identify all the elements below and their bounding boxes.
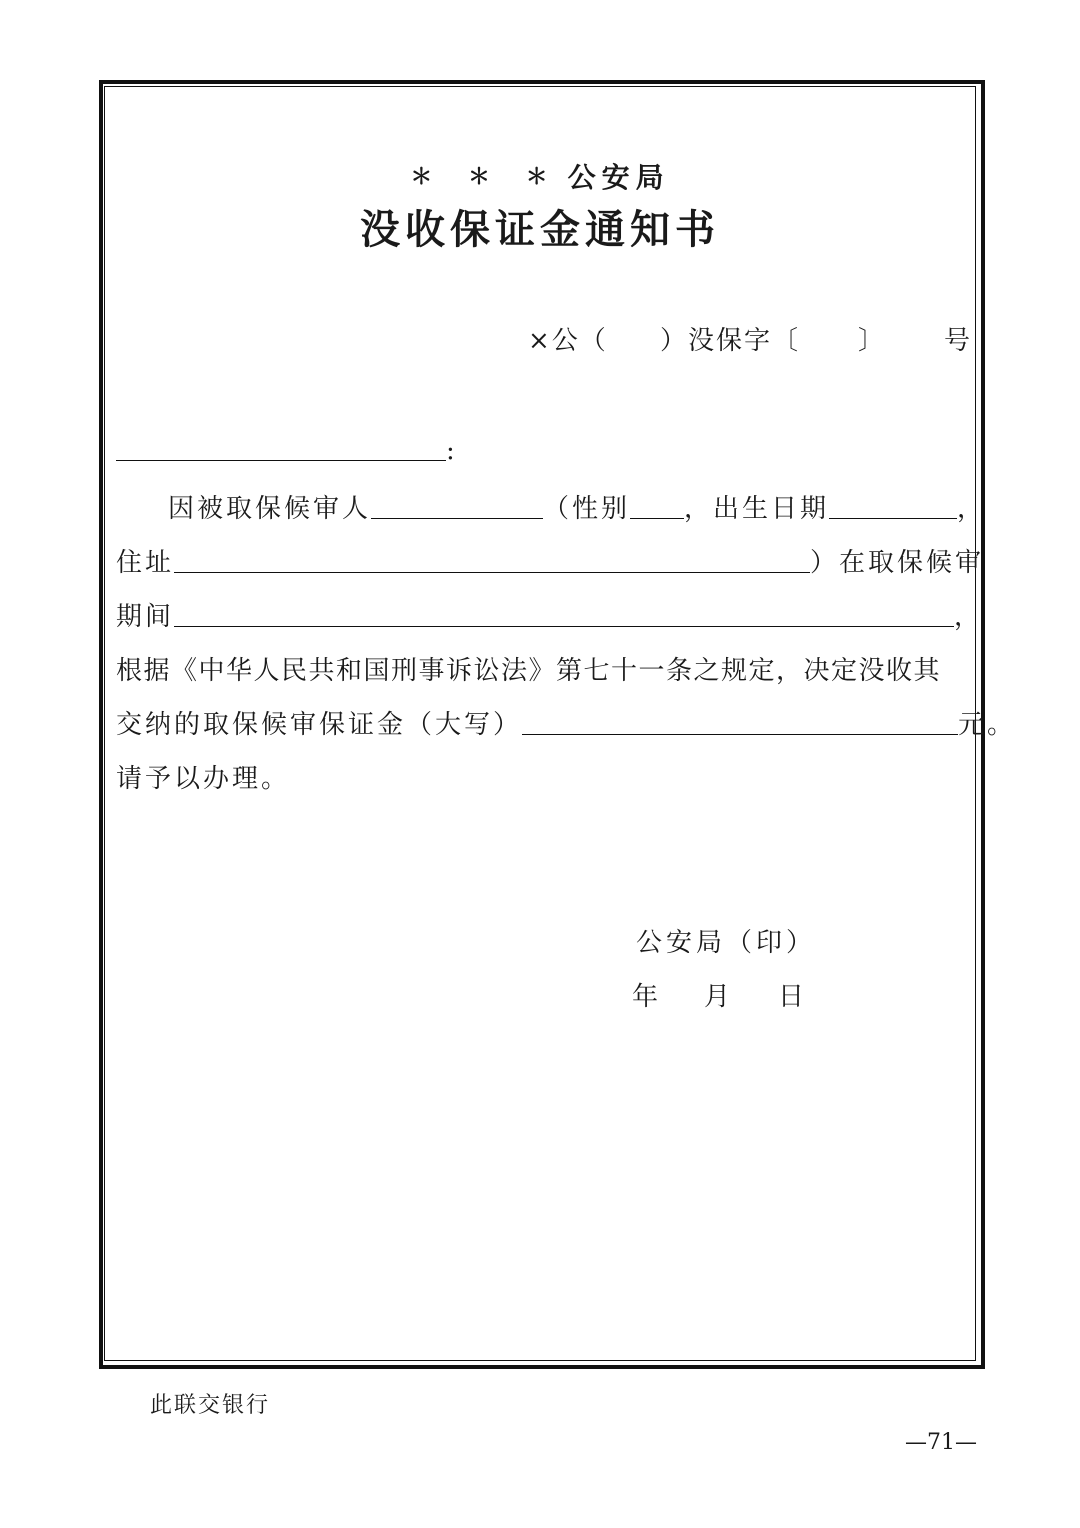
body-line-6: 请予以办理。 [116,764,291,794]
body-line-5 [116,704,1016,741]
recipient-colon: : [446,436,458,466]
body-line-3 [116,596,983,633]
doc-number-bracket-close: 〕 [858,326,887,356]
line5-prefix: 交纳的取保候审保证金（大写） [116,710,523,740]
line2-suffix: ）在取保候审 [810,548,985,578]
document-title: 没收保证金通知书 [360,206,720,253]
birth-date-blank[interactable] [829,494,957,519]
line1-gender-label: （性别 [543,494,631,524]
signature-day: 日 [778,982,809,1012]
body-line-1 [168,488,986,525]
doc-number-middle: ）没保字〔 [660,326,801,356]
amount-blank[interactable] [522,710,958,735]
line1-comma: ， [957,494,987,524]
page-number: —71— [905,1430,977,1455]
signature-year: 年 [632,982,663,1012]
body-line-4: 根据《中华人民共和国刑事诉讼法》第七十一条之规定，决定没收其 [116,656,942,686]
issuer-heading [0,156,1080,196]
copy-note: 此联交银行 [150,1393,271,1418]
body-line-2 [116,542,984,579]
recipient-line [116,436,458,466]
doc-number-prefix: ×公（ [528,326,608,356]
signature-month: 月 [704,982,735,1012]
violation-blank[interactable] [174,602,954,627]
line2-prefix: 住址 [116,548,175,578]
line1-prefix: 因被取保候审人 [168,494,372,524]
signature-authority: 公安局（印） [636,928,817,958]
line3-comma: ， [954,602,984,632]
issuer-placeholder-stars: ＊ ＊ ＊ [410,164,562,190]
guarantor-name-blank[interactable] [371,494,543,519]
line3-prefix: 期间 [116,602,175,632]
line1-birth-label: ，出生日期 [684,494,830,524]
doc-number-suffix: 号 [944,326,973,356]
gender-blank[interactable] [630,494,684,519]
issuer-name: 公安局 [567,161,670,194]
line5-suffix: 元。 [958,710,1017,740]
address-blank[interactable] [174,548,810,573]
recipient-blank[interactable] [116,436,446,461]
